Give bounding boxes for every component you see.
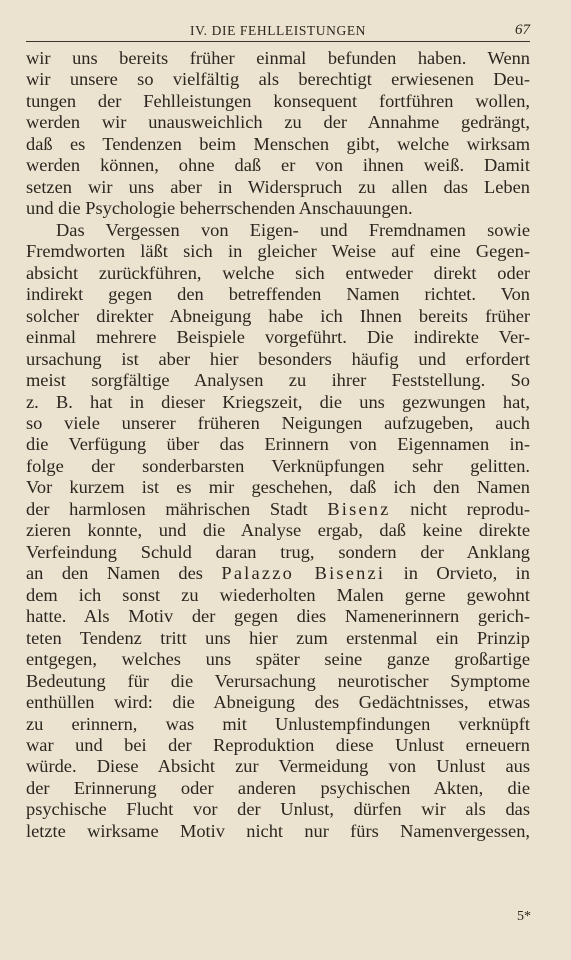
text-segment: Verfeindung Schuld daran trug, sondern der Anklang <box>26 541 530 562</box>
text-line <box>26 112 530 133</box>
text-segment: der harmlosen mährischen Stadt <box>26 498 328 519</box>
text-line <box>26 370 530 391</box>
text-segment: Bedeutung für die Verursachung neurotischer Symptome <box>26 670 530 691</box>
text-line <box>26 91 530 112</box>
text-segment: absicht zurückführen, welche sich entweder direkt oder <box>26 262 530 283</box>
text-segment: daß es Tendenzen beim Menschen gibt, welche wirksam <box>26 133 530 154</box>
text-segment: hatte. Als Motiv der gegen dies Namenerinnern gerich- <box>26 606 530 627</box>
text-line <box>26 542 530 563</box>
text-segment: Fremdworten läßt sich in gleicher Weise auf eine Gegen- <box>26 241 530 262</box>
text-line <box>26 327 530 348</box>
text-line <box>26 585 530 606</box>
emphasized-name: Palazzo Bisenzi <box>221 563 386 584</box>
text-segment: meist sorgfältige Analysen zu ihrer Feststellung. So <box>26 370 530 391</box>
text-segment: psychische Flucht vor der Unlust, dürfen wir als das <box>26 799 530 820</box>
text-line <box>26 477 530 498</box>
text-line <box>26 456 530 477</box>
text-line <box>26 606 530 627</box>
text-line <box>26 413 530 434</box>
text-line <box>26 241 530 262</box>
text-line <box>26 628 530 649</box>
text-line <box>26 671 530 692</box>
header-rule <box>26 41 530 42</box>
text-line <box>26 649 530 670</box>
text-segment: Vor kurzem ist es mir geschehen, daß ich den Namen <box>26 477 530 498</box>
text-line <box>26 220 530 241</box>
text-line <box>26 434 530 455</box>
text-segment: wir unsere so vielfältig als berechtigt erwiesenen Deu- <box>26 69 530 90</box>
text-segment: teten Tendenz tritt uns hier zum erstenmal ein Prinzip <box>26 627 530 648</box>
text-line <box>26 48 530 69</box>
text-line <box>26 735 530 756</box>
text-segment: nicht reprodu- <box>390 498 530 519</box>
text-line <box>26 778 530 799</box>
text-segment: werden können, ohne daß er von ihnen weiß. Damit <box>26 155 530 176</box>
text-line <box>26 155 530 176</box>
text-segment: wir uns bereits früher einmal befunden haben. Wenn <box>26 48 530 68</box>
text-segment: war und bei der Reproduktion diese Unlust erneuern <box>26 735 530 755</box>
text-segment: so viele unserer früheren Neigungen aufzugeben, auch <box>26 412 530 433</box>
text-segment: indirekt gegen den betreffenden Namen richtet. Von <box>26 284 530 305</box>
chapter-title: IV. DIE FEHLLEISTUNGEN <box>189 23 367 38</box>
text-segment: solcher direkter Abneigung habe ich Ihnen bereits früher <box>26 305 530 326</box>
text-line <box>26 392 530 413</box>
text-line <box>26 177 530 198</box>
text-segment: und die Psychologie beherrschenden Anschauungen. <box>26 198 413 219</box>
text-line <box>26 349 530 370</box>
page-number: 67 <box>515 22 530 38</box>
text-segment: werden wir unausweichlich zu der Annahme gedrängt, <box>26 112 530 133</box>
text-segment: an den Namen des <box>26 563 222 584</box>
text-segment: setzen wir uns aber in Widerspruch zu allen das Leben <box>26 176 530 197</box>
emphasized-name: Bisenz <box>327 498 391 519</box>
text-segment: die Verfügung über das Erinnern von Eigennamen in- <box>26 434 530 455</box>
text-line <box>26 692 530 713</box>
text-segment: in Orvieto, in <box>385 563 530 584</box>
text-segment: zieren konnte, und die Analyse ergab, daß keine direkte <box>26 520 530 541</box>
text-segment: ursachung ist aber hier besonders häufig und erfordert <box>26 348 530 369</box>
text-line <box>26 306 530 327</box>
text-line <box>26 284 530 305</box>
text-segment: Das Vergessen von Eigen- und Fremdnamen sowie <box>56 219 530 240</box>
text-segment: letzte wirksame Motiv nicht nur fürs Namenvergessen, <box>26 820 530 841</box>
text-line <box>26 198 530 219</box>
text-line <box>26 563 530 584</box>
text-line <box>26 714 530 735</box>
text-line <box>26 520 530 541</box>
text-segment: der Erinnerung oder anderen psychischen Akten, die <box>26 777 530 798</box>
text-segment: entgegen, welches uns später seine ganze großartige <box>26 649 530 670</box>
text-line <box>26 799 530 820</box>
text-line <box>26 499 530 520</box>
text-segment: z. B. hat in dieser Kriegszeit, die uns gezwungen hat, <box>26 391 530 412</box>
text-segment: folge der sonderbarsten Verknüpfungen sehr gelitten. <box>26 455 530 476</box>
text-line <box>26 69 530 90</box>
text-segment: zu erinnern, was mit Unlustempfindungen verknüpft <box>26 713 530 734</box>
text-segment: dem ich sonst zu wiederholten Malen gerne gewohnt <box>26 584 530 605</box>
text-line <box>26 821 530 842</box>
text-segment: einmal mehrere Beispiele vorgeführt. Die indirekte Ver- <box>26 327 530 348</box>
text-line <box>26 756 530 777</box>
text-segment: enthüllen wird: die Abneigung des Gedächtnisses, etwas <box>26 692 530 713</box>
text-segment: tungen der Fehlleistungen konsequent fortführen wollen, <box>26 90 530 111</box>
signature-mark: 5* <box>517 909 531 924</box>
text-segment: würde. Diese Absicht zur Vermeidung von Unlust aus <box>26 756 530 777</box>
body-text <box>26 48 530 842</box>
text-line <box>26 263 530 284</box>
text-line <box>26 134 530 155</box>
